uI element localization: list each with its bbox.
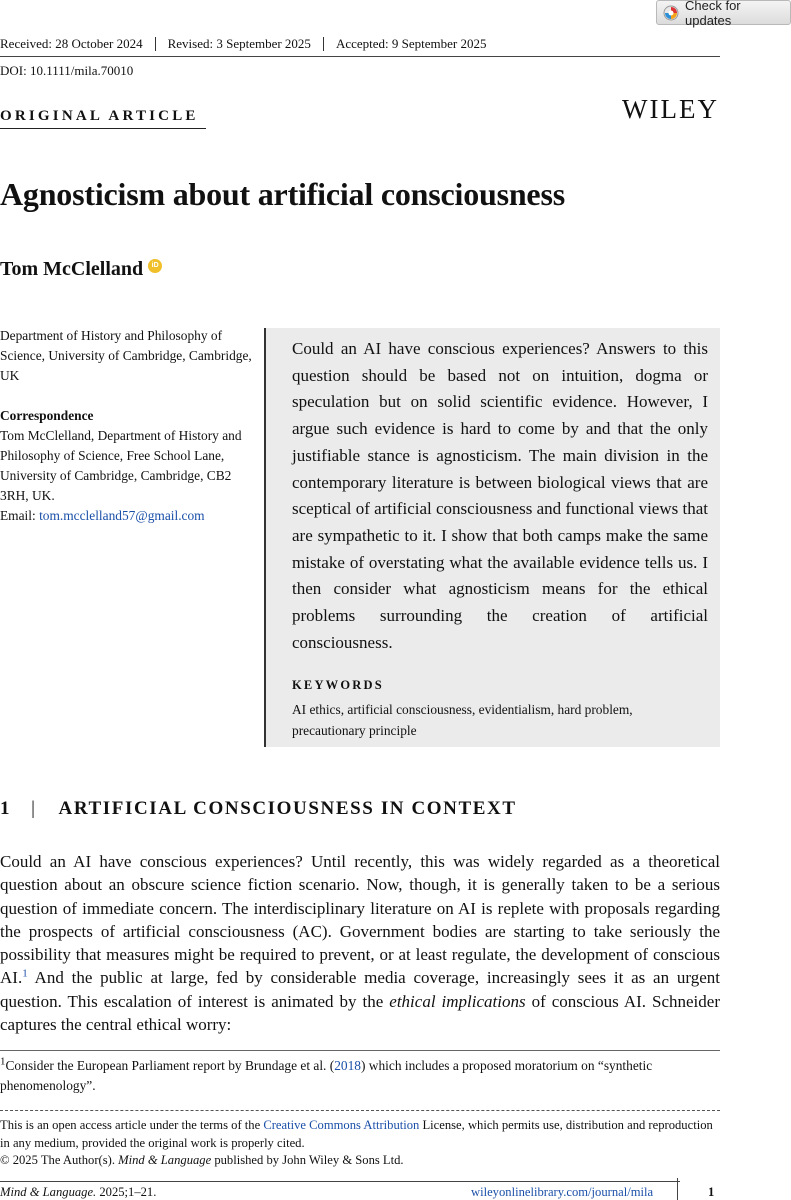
doi: DOI: 10.1111/mila.70010 xyxy=(0,63,134,78)
correspondence-address: Tom McClelland, Department of History and Philosophy of Science, Free School Lane, University of Cambridge, Cambridge, CB2 3RH, UK. xyxy=(0,428,242,503)
date-separator xyxy=(155,37,156,51)
page-number: 1 xyxy=(708,1185,715,1199)
creative-commons-link[interactable]: Creative Commons Attribution xyxy=(263,1118,420,1132)
footnote-text: Consider the European Parliament report by Brundage et al. ( xyxy=(5,1058,335,1073)
journal-citation xyxy=(0,1185,156,1200)
footer-divider xyxy=(0,1181,680,1182)
date-separator xyxy=(323,37,324,51)
keywords-list: AI ethics, artificial consciousness, evidentialism, hard problem, precautionary principle xyxy=(292,702,633,739)
correspondence-email-line xyxy=(0,506,255,526)
license-notice xyxy=(0,1117,720,1170)
affiliation: Department of History and Philosophy of Science, University of Cambridge, Cambridge, UK xyxy=(0,328,252,383)
abstract-text: Could an AI have conscious experiences? Answers to this question should be based not on intuition, dogma or speculation but on solid scientific evidence. However, I argue such evidence is hard to come by and that the only justifiable stance is agnosticism. The main division in the contemporary literature is between biological views that are sceptical of artificial consciousness and functional views that are sympathetic to it. I show that both camps make the same mistake of overstating what the available evidence tells us. I then consider what agnosticism means for the ethical problems surrounding the creation of artificial consciousness. xyxy=(292,339,708,652)
section-heading xyxy=(0,798,517,820)
footnote-divider xyxy=(0,1050,720,1051)
citation-year-link[interactable]: 2018 xyxy=(334,1058,361,1073)
email-label: Email: xyxy=(0,508,40,523)
correspondence-label: Correspondence xyxy=(0,408,94,423)
footnote-text: ) which includes a proposed moratorium on “synthetic phenomenology”. xyxy=(0,1058,653,1093)
footnote-reference[interactable]: 1 xyxy=(22,967,28,980)
orcid-icon[interactable]: iD xyxy=(148,259,162,273)
body-text-part: And the public at large, fed by considerable media coverage, increasingly sees it as an urgent question. This escalation of interest is animated by the xyxy=(0,968,720,1011)
crossmark-icon xyxy=(663,5,679,21)
section-number: 1 xyxy=(0,798,12,819)
abstract-box xyxy=(264,328,720,747)
wiley-logo[interactable]: WILEY xyxy=(622,94,719,124)
article-type: ORIGINAL ARTICLE xyxy=(0,108,199,124)
footnote-mark: 1 xyxy=(0,1055,6,1068)
received-date: Received: 28 October 2024 xyxy=(0,36,143,51)
copyright-journal: Mind & Language xyxy=(118,1153,212,1167)
section-title: ARTIFICIAL CONSCIOUSNESS IN CONTEXT xyxy=(58,798,517,819)
body-emphasis: ethical implications xyxy=(389,991,526,1011)
license-text: License, which permits use, distribution and reproduction in any medium, provided the original work is properly cited. xyxy=(0,1118,713,1150)
keywords-heading: KEYWORDS xyxy=(292,678,384,693)
footnote xyxy=(0,1056,720,1095)
body-text-part: Could an AI have conscious experiences? Until recently, this was widely regarded as a theoretical question about an obscure science fiction scenario. Now, though, it is generally taken to be a serious question of immediate concern. The interdisciplinary literature on AI is replete with proposals regarding the prospects of artificial consciousness (AC). Government bodies are starting to take seriously the possibility that measures might be required to prevent, or at least regulate, the development of conscious AI. xyxy=(0,852,720,988)
accepted-date: Accepted: 9 September 2025 xyxy=(335,36,487,51)
author-name[interactable]: Tom McClelland xyxy=(0,258,144,280)
license-divider xyxy=(0,1110,720,1111)
check-for-updates-button[interactable] xyxy=(656,0,791,28)
copyright-text: published by John Wiley & Sons Ltd. xyxy=(211,1153,404,1167)
dates-row xyxy=(0,36,486,52)
license-text: This is an open access article under the terms of the xyxy=(0,1118,264,1132)
body-text-part: of conscious AI. Schneider captures the central ethical worry: xyxy=(0,991,720,1035)
email-link[interactable]: tom.mcclelland57@gmail.com xyxy=(39,508,205,523)
journal-volume: 2025;1–21. xyxy=(96,1185,157,1199)
footer-separator xyxy=(677,1178,678,1200)
journal-name: Mind & Language. xyxy=(0,1185,97,1199)
section-separator: | xyxy=(31,798,37,819)
revised-date: Revised: 3 September 2025 xyxy=(167,36,311,51)
author-line xyxy=(0,258,162,281)
author-info-column xyxy=(0,326,255,526)
article-type-underline xyxy=(0,128,206,129)
copyright-text: © 2025 The Author(s). xyxy=(0,1153,119,1167)
body-paragraph xyxy=(0,850,720,1036)
header-divider xyxy=(0,56,720,57)
check-for-updates-label: Check for updates xyxy=(685,0,741,28)
journal-url-link[interactable]: wileyonlinelibrary.com/journal/mila xyxy=(471,1185,654,1199)
article-title: Agnosticism about artificial consciousness xyxy=(0,176,565,212)
